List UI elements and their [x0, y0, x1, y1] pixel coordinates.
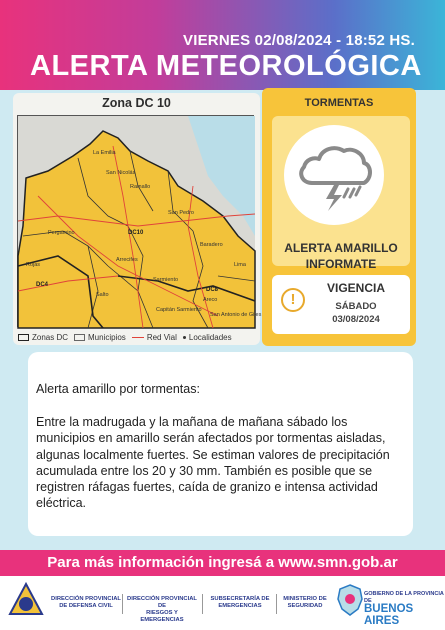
- legend-municipalities: [74, 333, 126, 342]
- map-place-ramallo: Ramallo: [130, 184, 151, 190]
- zone-map[interactable]: [17, 115, 262, 327]
- map-legend: [18, 331, 258, 343]
- page-title: ALERTA METEOROLÓGICA: [30, 50, 422, 82]
- lightning-bolt: [326, 185, 342, 211]
- ba-province-name: BUENOS AIRES: [364, 603, 414, 627]
- legend-roads-label: Red Vial: [146, 332, 177, 342]
- map-place-san-pedro: San Pedro: [168, 210, 194, 216]
- org-defensa-civil-line1: DIRECCIÓN PROVINCIAL: [51, 596, 121, 602]
- legend-zones-swatch: [18, 334, 29, 341]
- org-riesgos-line2: RIESGOS Y EMERGENCIAS: [140, 610, 184, 623]
- map-place-dc10: DC10: [128, 230, 144, 236]
- legend-roads-swatch: [132, 337, 144, 338]
- map-place-san-nicolas: San Nicolás: [106, 170, 136, 176]
- map-place-dc4: DC4: [36, 282, 49, 288]
- thunderstorm-cloud-icon-svg: [284, 125, 384, 225]
- map-place-arrecifes: Arrecifes: [116, 257, 138, 263]
- zone-label: Zona DC 10: [102, 96, 171, 110]
- org-riesgos-line1: DIRECCIÓN PROVINCIAL DE: [127, 596, 197, 609]
- thunderstorm-cloud-icon: [284, 125, 384, 225]
- logo-divider: [276, 594, 277, 614]
- info-link-text[interactable]: Para más información ingresá a www.smn.gob.ar: [47, 554, 398, 571]
- org-defensa-civil: [50, 596, 122, 610]
- map-place-sarmiento: Sarmiento: [153, 277, 179, 283]
- map-place-capitan-sarmiento: Capitán Sarmiento: [156, 307, 202, 313]
- validity-date: 03/08/2024: [332, 314, 380, 325]
- legend-zones: [18, 333, 68, 342]
- defensa-civil-logo: [8, 582, 44, 627]
- ba-government-label: GOBIERNO DE LA PROVINCIA DE: [364, 591, 444, 604]
- logo-divider: [122, 594, 123, 614]
- map-place-pergamino: Pergamino: [48, 230, 75, 236]
- map-place-salto: Salto: [96, 292, 109, 298]
- validity-title: VIGENCIA: [326, 281, 385, 295]
- map-place-dc8: DC8: [206, 287, 219, 293]
- org-riesgos: [124, 596, 200, 624]
- message-heading: Alerta amarillo por tormentas:: [36, 382, 200, 396]
- map-place-baradero: Baradero: [200, 242, 223, 248]
- buenos-aires-logo: [336, 583, 364, 622]
- cloud-shape: [301, 148, 370, 183]
- map-place-rojas: Rojas: [26, 262, 41, 268]
- org-ministerio-line2: SEGURIDAD: [287, 603, 323, 609]
- defensa-civil-logo-svg: [8, 582, 44, 622]
- legend-municipalities-label: Municipios: [88, 332, 126, 342]
- dc-circle: [19, 597, 33, 611]
- legend-localities: [183, 333, 232, 342]
- phenomenon-label: TORMENTAS: [304, 97, 374, 109]
- warning-icon-glyph: !: [290, 291, 296, 308]
- legend-roads: [132, 333, 177, 342]
- org-defensa-civil-line2: DE DEFENSA CIVIL: [59, 603, 113, 609]
- rain-drops: [344, 187, 360, 197]
- alert-level: [272, 240, 410, 272]
- message-body: Entre la madrugada y la mañana de mañana sábado los municipios en amarillo serán afectados por tormentas aisladas, algunas localmente fuertes. Se estiman valores de precipitación acumulada entre los 20 y 30 mm. También es posible que se registren ráfagas fuertes, caída de granizo e intensa actividad eléctrica.: [36, 415, 390, 511]
- org-ministerio-line1: MINISTERIO DE: [283, 596, 327, 602]
- alert-level-line2: INFORMATE: [305, 257, 377, 271]
- validity-day: SÁBADO: [335, 301, 377, 312]
- legend-localities-swatch: [183, 336, 186, 339]
- legend-localities-label: Localidades: [188, 332, 232, 342]
- org-subsecretaria: [204, 596, 276, 610]
- zone-map-svg: [18, 116, 262, 328]
- map-place-lima: Lima: [234, 262, 246, 268]
- legend-zones-label: Zonas DC: [32, 332, 69, 342]
- logo-divider: [202, 594, 203, 614]
- org-subsecretaria-line1: SUBSECRETARÍA DE: [210, 596, 270, 602]
- map-place-la-emilia: La Emilia: [93, 150, 116, 156]
- legend-municipalities-swatch: [74, 334, 85, 341]
- buenos-aires-logo-svg: [336, 583, 364, 617]
- org-subsecretaria-line2: EMERGENCIAS: [218, 603, 262, 609]
- ba-center: [345, 594, 355, 604]
- map-place-areco: Areco: [203, 297, 218, 303]
- issue-datetime: VIERNES 02/08/2024 - 18:52 HS.: [183, 32, 415, 49]
- alert-level-line1: ALERTA AMARILLO: [284, 241, 398, 255]
- map-place-san-antonio-de-giles: San Antonio de Giles: [210, 312, 262, 318]
- org-ministerio: [278, 596, 332, 610]
